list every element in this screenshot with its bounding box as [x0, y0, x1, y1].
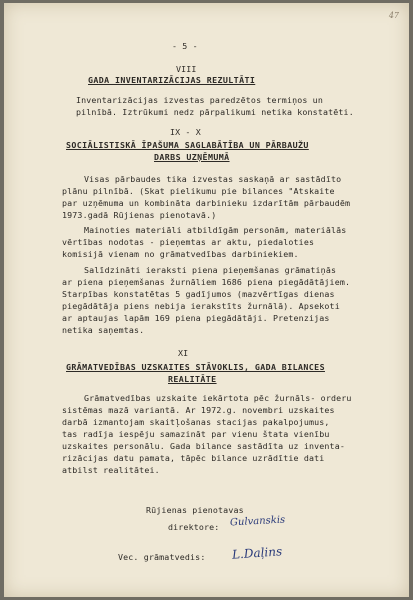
para-3-line-1: Salīdzināti ieraksti piena pieņemšanas grāmatiņās: [84, 265, 337, 275]
page-number: - 5 -: [172, 41, 198, 51]
para-2-line-2: vērtības nodotas - pieņemtas ar aktu, piedaloties: [62, 237, 315, 247]
para-2-line-3: komisijā vienam no grāmatvedības darbiniekiem.: [62, 249, 299, 259]
para-3-line-3: Starpības konstatētas 5 gadījumos (mazvērtīgas dienas: [62, 289, 335, 299]
section-11-line-3: darbā izmantojam skaitļošanas stacijas pakalpojumus,: [62, 417, 330, 427]
director-signature: Gulvanskis: [229, 514, 286, 529]
accountant-label: Vec. grāmatvedis:: [118, 552, 206, 562]
director-label: direktore:: [168, 522, 220, 532]
section-11-roman: XI: [178, 348, 189, 358]
section-8-title: GADA INVENTARIZĀCIJAS REZULTĀTI: [88, 75, 256, 85]
document-page: [4, 3, 409, 597]
section-11-title-line-2: REALITĀTE: [168, 374, 217, 384]
section-11-line-6: rizācijas datu pamata, tāpēc bilance uzrādītie dati: [62, 453, 325, 463]
section-11-line-2: sistēmas mazā variantā. Ar 1972.g. novembri uzskaites: [62, 405, 335, 415]
section-9-10-roman: IX - X: [170, 127, 201, 137]
para-3-line-2: ar piena pieņemšanas žurnāliem 1686 piena piegādātājiem.: [62, 277, 351, 287]
section-11-title-line-1: GRĀMATVEDĪBAS UZSKAITES STĀVOKLIS, GADA BILANCES: [66, 362, 325, 372]
para-3-line-4: piegādātāja piens nebija ierakstīts žurnālā). Apsekoti: [62, 301, 340, 311]
para-1-line-3: par uzņēmuma un kombināta darbinieku izdarītām pārbaudēm: [62, 198, 351, 208]
section-11-line-7: atbilst realitātei.: [62, 465, 160, 475]
section-9-10-title-line-1: SOCIĀLISTISKĀ ĪPAŠUMA SAGLABĀTĪBA UN PĀRBAUŽU: [66, 140, 309, 150]
section-9-10-title-line-2: DARBS UZŅĒMUMĀ: [154, 152, 230, 162]
accountant-signature: L.Daļins: [231, 544, 283, 562]
para-2-line-1: Mainoties materiāli atbildīgām personām, materiālās: [84, 225, 347, 235]
section-8-roman: VIII: [176, 64, 197, 74]
para-3-line-5: ar aptaujas lapām 169 piena piegādātāji. Pretenzijas: [62, 313, 330, 323]
section-8-line-2: pilnībā. Iztrūkumi nedz pārpalikumi netika konstatēti.: [76, 107, 354, 117]
para-3-line-6: netika saņemtas.: [62, 325, 145, 335]
section-11-line-4: tas radīja iespēju samazināt par vienu štata vienību: [62, 429, 330, 439]
archive-page-number: 47: [388, 11, 399, 20]
section-11-line-1: Grāmatvedības uzskaite iekārtota pēc žurnāls- orderu: [84, 393, 352, 403]
section-8-line-1: Inventarizācijas izvestas paredzētos termiņos un: [76, 95, 323, 105]
para-1-line-2: plānu pilnībā. (Skat pielikumu pie bilances "Atskaite: [62, 186, 335, 196]
para-1-line-4: 1973.gadā Rūjienas pienotavā.): [62, 210, 217, 220]
section-11-line-5: uzskaites personālu. Gada bilance sastādīta uz inventa-: [62, 441, 345, 451]
organization-name: Rūjienas pienotavas: [146, 505, 244, 515]
para-1-line-1: Visas pārbaudes tika izvestas saskaņā ar sastādīto: [84, 174, 342, 184]
